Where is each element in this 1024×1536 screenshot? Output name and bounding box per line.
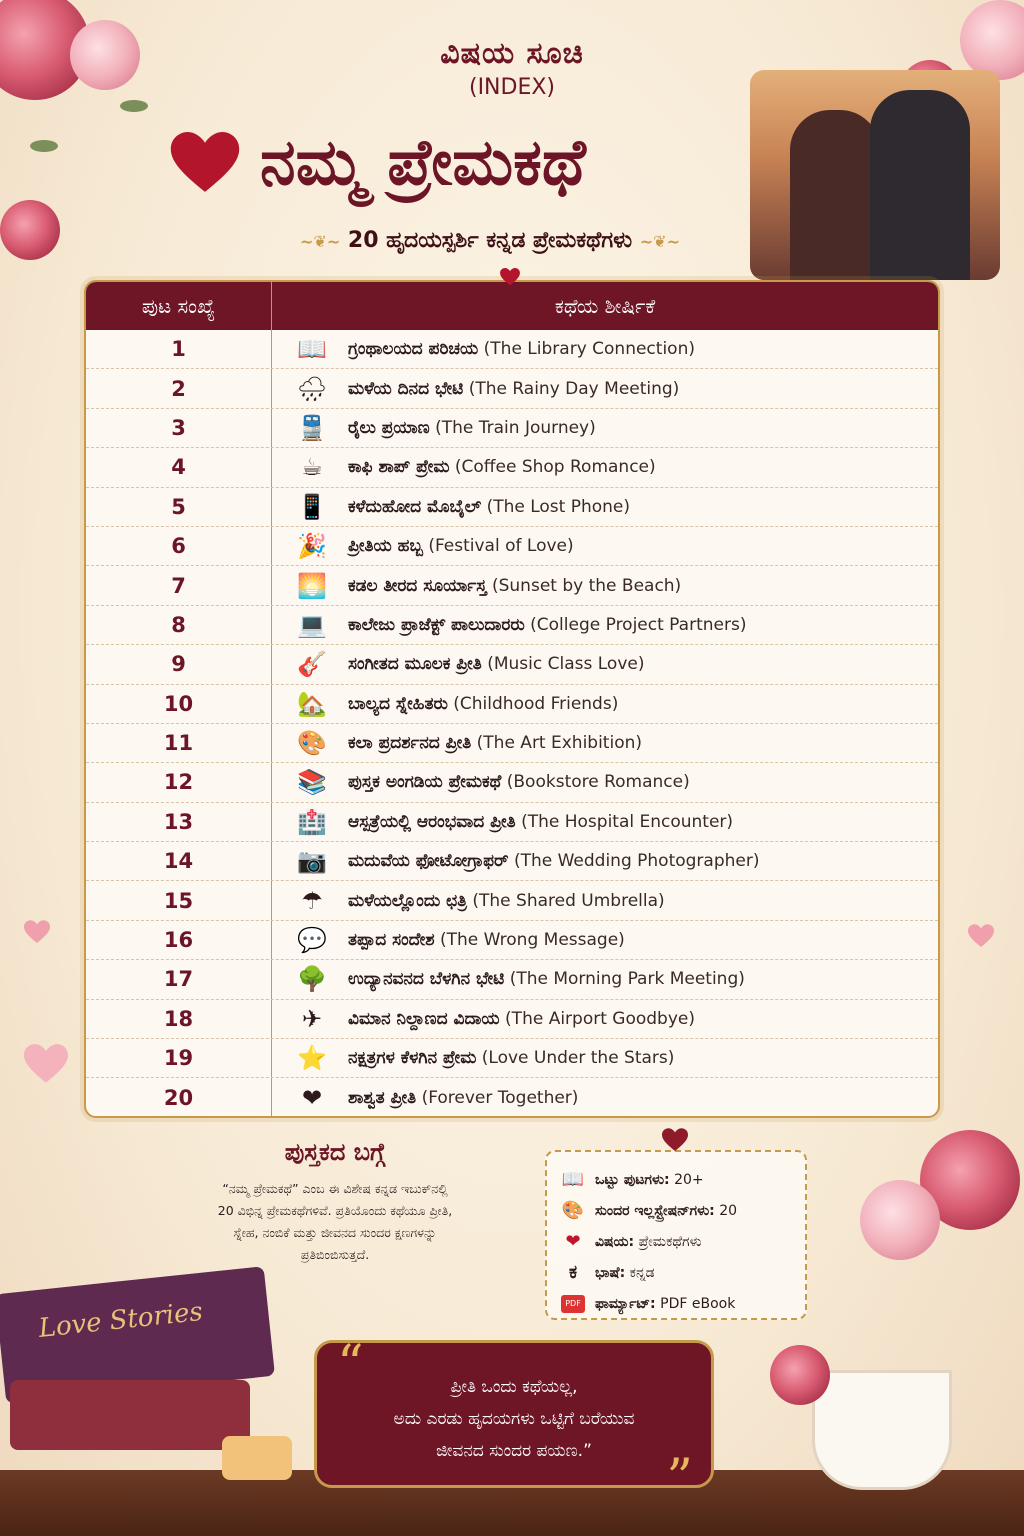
story-title-kannada: ಗ್ರಂಥಾಲಯದ ಪರಿಚಯ xyxy=(348,339,479,360)
sunset-icon: 🌅 xyxy=(297,571,327,600)
story-title-english: (The Wrong Message) xyxy=(439,930,625,951)
table-header xyxy=(86,282,938,330)
table-row[interactable] xyxy=(86,527,938,566)
book-cover-text: Love Stories xyxy=(37,1296,205,1344)
story-title-kannada: ರೈಲು ಪ್ರಯಾಣ xyxy=(348,417,430,438)
story-title-english: (The Train Journey) xyxy=(435,417,596,438)
candle xyxy=(222,1436,292,1480)
table-row[interactable] xyxy=(86,685,938,724)
page-number: 18 xyxy=(86,1000,272,1038)
story-title-english: (The Airport Goodbye) xyxy=(505,1008,696,1029)
quote-line: ಜೀವನದ ಸುಂದರ ಪಯಣ.” xyxy=(436,1441,592,1461)
table-row[interactable] xyxy=(86,1039,938,1078)
story-title-kannada: ಕಳೆದುಹೋದ ಮೊಬೈಲ್ xyxy=(348,496,482,517)
story-title-english: (Music Class Love) xyxy=(487,654,645,675)
heart-icon xyxy=(170,132,240,194)
story-title-kannada: ಮದುವೆಯ ಫೋಟೋಗ್ರಾಫರ್ xyxy=(348,851,509,872)
story-title-kannada: ಕಾಲೇಜು ಪ್ರಾಜೆಕ್ಟ್ ಪಾಲುದಾರರು xyxy=(348,614,525,635)
coffee-cup xyxy=(812,1370,952,1490)
story-title xyxy=(272,532,938,560)
message-icon: 💬 xyxy=(297,926,327,955)
about-line: “ನಮ್ಮ ಪ್ರೇಮಕಥೆ” ಎಂಬ ಈ ವಿಶೇಷ ಕನ್ನಡ ಇಬುಕ್‌ನಲ್ಲಿ xyxy=(222,1181,448,1196)
story-title xyxy=(272,375,938,403)
heart-icon xyxy=(24,1044,68,1084)
page-number: 1 xyxy=(86,330,272,368)
story-title-english: (The Rainy Day Meeting) xyxy=(468,378,680,399)
book-info-box xyxy=(545,1150,807,1320)
story-title-kannada: ತಪ್ಪಾದ ಸಂದೇಶ xyxy=(348,930,435,951)
heart-icon xyxy=(968,924,994,948)
tagline xyxy=(230,228,750,253)
rose-bottom xyxy=(770,1345,830,1405)
rose-bottom-right-2 xyxy=(860,1180,940,1260)
story-title xyxy=(272,335,938,363)
table-row[interactable] xyxy=(86,960,938,999)
page-number: 20 xyxy=(86,1078,272,1116)
table-row[interactable] xyxy=(86,881,938,920)
page-number: 17 xyxy=(86,960,272,998)
story-title-kannada: ಶಾಶ್ವತ ಪ್ರೀತಿ xyxy=(348,1087,417,1108)
main-title xyxy=(170,126,810,200)
info-pages xyxy=(561,1164,791,1195)
info-value: 20+ xyxy=(674,1171,704,1188)
heart-icon: ❤ xyxy=(565,1231,581,1252)
info-value: 20 xyxy=(719,1202,738,1219)
books-icon: 📚 xyxy=(297,768,327,797)
story-title xyxy=(272,1005,938,1033)
story-title xyxy=(272,611,938,639)
rain-cloud-icon: 🌧 xyxy=(296,374,328,403)
story-title xyxy=(272,808,938,836)
phone-icon: 📱 xyxy=(297,492,327,521)
info-label: ಫಾರ್ಮ್ಯಾಟ್: xyxy=(595,1295,656,1312)
page-number: 11 xyxy=(86,724,272,762)
ornament-right: ~❦~ xyxy=(639,232,680,251)
story-title xyxy=(272,414,938,442)
story-title xyxy=(272,768,938,796)
book xyxy=(10,1380,250,1450)
story-title xyxy=(272,729,938,757)
column-header-page: ಪುಟ ಸಂಖ್ಯೆ xyxy=(86,282,272,330)
woman-figure xyxy=(790,110,880,280)
table-row[interactable] xyxy=(86,1078,938,1117)
story-title-english: (College Project Partners) xyxy=(530,614,747,635)
story-title-english: (Coffee Shop Romance) xyxy=(454,457,656,478)
story-title xyxy=(272,453,938,481)
story-title-kannada: ಪ್ರೀತಿಯ ಹಬ್ಬ xyxy=(348,536,423,557)
kannada-letter-icon: ಕ xyxy=(568,1262,578,1283)
umbrella-icon: ☂ xyxy=(301,886,323,915)
ornament-left: ~❦~ xyxy=(300,232,341,251)
story-title xyxy=(272,887,938,915)
table-row[interactable] xyxy=(86,409,938,448)
story-title xyxy=(272,572,938,600)
column-header-title: ಕಥೆಯ ಶೀರ್ಷಿಕೆ xyxy=(554,294,656,318)
page-number: 10 xyxy=(86,685,272,723)
story-title-english: (The Lost Phone) xyxy=(486,496,631,517)
page-number: 2 xyxy=(86,369,272,407)
story-title xyxy=(272,650,938,678)
story-title-kannada: ಆಸ್ಪತ್ರೆಯಲ್ಲಿ ಆರಂಭವಾದ ಪ್ರೀತಿ xyxy=(348,811,516,832)
story-title xyxy=(272,1044,938,1072)
about-line: 20 ವಿಭಿನ್ನ ಪ್ರೇಮಕಥೆಗಳಿವೆ. ಪ್ರತಿಯೊಂದು ಕಥೆಯೂ ಪ್ರೀತಿ, xyxy=(217,1203,453,1218)
info-illustrations xyxy=(561,1195,791,1226)
story-title-kannada: ಕಲಾ ಪ್ರದರ್ಶನದ ಪ್ರೀತಿ xyxy=(348,733,472,754)
heart-icon xyxy=(500,268,520,286)
tree-icon: 🌳 xyxy=(297,965,327,994)
star-icon: ⭐ xyxy=(297,1044,327,1073)
quote-line: ಪ್ರೀತಿ ಒಂದು ಕಥೆಯಲ್ಲ, xyxy=(450,1377,578,1397)
info-label: ಸುಂದರ ಇಲ್ಲಸ್ಟ್ರೇಷನ್‌ಗಳು: xyxy=(595,1202,715,1219)
page-number: 9 xyxy=(86,645,272,683)
page-number: 8 xyxy=(86,606,272,644)
close-quote-mark: ” xyxy=(666,1449,693,1509)
story-title-english: (Love Under the Stars) xyxy=(481,1048,675,1069)
story-title-kannada: ನಕ್ಷತ್ರಗಳ ಕೆಳಗಿನ ಪ್ರೇಮ xyxy=(348,1048,477,1069)
page-number: 14 xyxy=(86,842,272,880)
table-row[interactable] xyxy=(86,921,938,960)
story-title xyxy=(272,847,938,875)
story-title-kannada: ಕಾಫಿ ಶಾಪ್ ಪ್ರೇಮ xyxy=(348,457,450,478)
page-number: 3 xyxy=(86,409,272,447)
hospital-icon: 🏥 xyxy=(297,807,327,836)
story-title-english: (The Art Exhibition) xyxy=(476,733,643,754)
story-title xyxy=(272,1084,938,1112)
camera-icon: 📷 xyxy=(297,847,327,876)
story-title-kannada: ಮಳೆಯ ದಿನದ ಭೇಟಿ xyxy=(348,378,464,399)
guitar-icon: 🎸 xyxy=(297,650,327,679)
story-title xyxy=(272,926,938,954)
story-title-english: (Sunset by the Beach) xyxy=(491,575,682,596)
heart-icon xyxy=(662,1128,688,1152)
page-number: 13 xyxy=(86,803,272,841)
index-table xyxy=(84,280,940,1118)
quote-box xyxy=(314,1335,714,1509)
table-row[interactable] xyxy=(86,448,938,487)
story-title-kannada: ಉದ್ಯಾನವನದ ಬೆಳಗಿನ ಭೇಟಿ xyxy=(348,969,505,990)
heart-icon xyxy=(24,920,50,944)
table-row[interactable] xyxy=(86,330,938,369)
story-title-english: (Bookstore Romance) xyxy=(506,772,690,793)
about-heading: ಪುಸ್ತಕದ ಬಗ್ಗೆ xyxy=(284,1138,386,1166)
story-title-kannada: ಬಾಲ್ಯದ ಸ್ನೇಹಿತರು xyxy=(348,693,448,714)
story-title xyxy=(272,965,938,993)
info-label: ಒಟ್ಟು ಪುಟಗಳು: xyxy=(595,1171,670,1188)
palette-icon: 🎨 xyxy=(297,729,327,758)
table-row[interactable] xyxy=(86,606,938,645)
about-line: ಸ್ನೇಹ, ನಂಬಿಕೆ ಮತ್ತು ಜೀವನದ ಸುಂದರ ಕ್ಷಣಗಳನ್ನು xyxy=(233,1225,437,1240)
page-number: 5 xyxy=(86,488,272,526)
about-text xyxy=(160,1178,510,1266)
story-title xyxy=(272,493,938,521)
page-number: 6 xyxy=(86,527,272,565)
quote-line: ಅದು ಎರಡು ಹೃದಯಗಳು ಒಟ್ಟಿಗೆ ಬರೆಯುವ xyxy=(393,1409,635,1429)
house-icon: 🏡 xyxy=(297,689,327,718)
about-line: ಪ್ರತಿಬಿಂಬಿಸುತ್ತದೆ. xyxy=(300,1247,370,1262)
page-number: 15 xyxy=(86,881,272,919)
table-body xyxy=(86,330,938,1118)
table-row[interactable] xyxy=(86,645,938,684)
story-title-kannada: ಪುಸ್ತಕ ಅಂಗಡಿಯ ಪ್ರೇಮಕಥೆ xyxy=(348,772,502,793)
party-popper-icon: 🎉 xyxy=(297,532,327,561)
info-language xyxy=(561,1257,791,1288)
info-topic xyxy=(561,1226,791,1257)
page-number: 12 xyxy=(86,763,272,801)
story-title-kannada: ಕಡಲ ತೀರದ ಸೂರ್ಯಾಸ್ತ xyxy=(348,575,487,596)
info-value: ಪ್ರೇಮಕಥೆಗಳು xyxy=(638,1233,702,1250)
page-number: 7 xyxy=(86,566,272,604)
story-title-english: (Childhood Friends) xyxy=(453,693,619,714)
story-title-english: (Festival of Love) xyxy=(428,536,574,557)
story-title-english: (The Library Connection) xyxy=(483,339,695,360)
couple-illustration xyxy=(750,70,1000,280)
heart-icon: ❤ xyxy=(301,1083,323,1112)
page-number: 4 xyxy=(86,448,272,486)
index-title-kannada: ವಿಷಯ ಸೂಚಿ xyxy=(440,36,584,71)
story-title-kannada: ವಿಮಾನ ನಿಲ್ದಾಣದ ವಿದಾಯ xyxy=(348,1008,500,1029)
table-row[interactable] xyxy=(86,566,938,605)
page-number: 19 xyxy=(86,1039,272,1077)
story-title-kannada: ಸಂಗೀತದ ಮೂಲಕ ಪ್ರೀತಿ xyxy=(348,654,482,675)
about-section xyxy=(160,1138,510,1266)
table-row[interactable] xyxy=(86,369,938,408)
table-row[interactable] xyxy=(86,1000,938,1039)
table-row[interactable] xyxy=(86,803,938,842)
table-row[interactable] xyxy=(86,763,938,802)
story-title-english: (The Shared Umbrella) xyxy=(472,890,665,911)
table-row[interactable] xyxy=(86,842,938,881)
story-title-english: (The Wedding Photographer) xyxy=(513,851,760,872)
story-title-english: (The Hospital Encounter) xyxy=(521,811,734,832)
leaf xyxy=(120,100,148,112)
rose-top-left-3 xyxy=(0,200,60,260)
info-format xyxy=(561,1288,791,1319)
table-row[interactable] xyxy=(86,724,938,763)
open-quote-mark: “ xyxy=(337,1335,364,1395)
table-row[interactable] xyxy=(86,488,938,527)
story-title-english: (Forever Together) xyxy=(421,1087,579,1108)
man-figure xyxy=(870,90,970,280)
book-title: ನಮ್ಮ ಪ್ರೇಮಕಥೆ xyxy=(260,126,586,200)
info-value: ಕನ್ನಡ xyxy=(629,1264,655,1281)
info-label: ವಿಷಯ: xyxy=(595,1233,635,1250)
index-title-english: (INDEX) xyxy=(468,75,556,100)
info-label: ಭಾಷೆ: xyxy=(595,1264,626,1281)
book-icon: 📖 xyxy=(297,335,327,364)
story-title-kannada: ಮಳೆಯಲ್ಲೊಂದು ಛತ್ರಿ xyxy=(348,890,467,911)
coffee-icon: ☕ xyxy=(301,453,323,482)
leaf xyxy=(30,140,58,152)
pdf-icon: PDF xyxy=(561,1295,585,1313)
info-value: PDF eBook xyxy=(660,1295,736,1312)
page-number: 16 xyxy=(86,921,272,959)
laptop-icon: 💻 xyxy=(297,610,327,639)
palette-icon: 🎨 xyxy=(561,1200,585,1221)
train-icon: 🚆 xyxy=(297,413,327,442)
story-title-english: (The Morning Park Meeting) xyxy=(509,969,745,990)
tagline-text: 20 ಹೃದಯಸ್ಪರ್ಶಿ ಕನ್ನಡ ಪ್ರೇಮಕಥೆಗಳು xyxy=(347,228,633,253)
story-title xyxy=(272,690,938,718)
book-icon: 📖 xyxy=(561,1169,585,1190)
airplane-icon: ✈ xyxy=(301,1004,323,1033)
